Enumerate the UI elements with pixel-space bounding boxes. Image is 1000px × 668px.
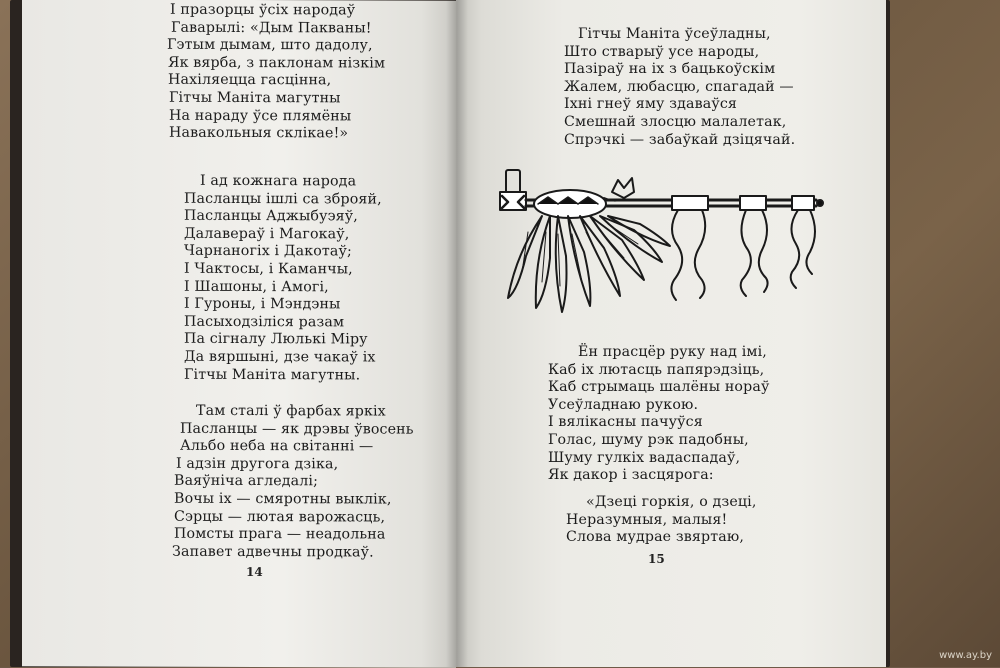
verse-line: Нахіляецца гасцінна,	[168, 72, 332, 89]
verse-line: Як дакор і засцярога:	[548, 467, 714, 484]
verse-line: Як вярба, з паклонам нізкім	[168, 54, 386, 72]
verse-line: І празорцы ўсіх народаў	[170, 1, 356, 19]
verse-line: Гітчы Маніта ўсеўладны,	[578, 26, 771, 42]
verse-line: Вочы іх — смяротны выклік,	[174, 490, 392, 508]
peace-pipe-icon	[492, 162, 832, 322]
stanza	[174, 403, 414, 562]
stanza	[167, 1, 386, 144]
verse-line: Голас, шуму рэк падобны,	[548, 431, 749, 448]
verse-line: Гітчы Маніта магутны	[169, 89, 341, 107]
verse-line: Пасланцы Аджыбуэяў,	[184, 207, 358, 225]
verse-line: Альбо неба на світанні —	[180, 437, 374, 455]
verse-line: Ён прасцёр руку над імі,	[578, 344, 767, 360]
verse-line: І Чактосы, і Каманчы,	[184, 260, 353, 278]
verse-line: І Шашоны, і Амогі,	[184, 278, 329, 295]
verse-line: Па сігналу Люлькі Міру	[184, 331, 368, 348]
verse-line: Пасланцы — як дрэвы ўвосень	[180, 420, 414, 438]
verse-line: Каб іх лютасць папярэдзіць,	[548, 361, 765, 378]
verse-line: Сэрцы — лютая варожасць,	[174, 508, 386, 526]
verse-line: Пасланцы ішлі са зброяй,	[184, 190, 382, 208]
stanza	[548, 344, 769, 485]
watermark: www.ay.by	[939, 650, 992, 661]
verse-line: Спрэчкі — забаўкай дзіцячай.	[564, 131, 796, 148]
verse-line: Ваяўніча агледалі;	[174, 473, 319, 490]
verse-line: Чарнаногіх і Дакотаў;	[184, 243, 352, 260]
stanza	[184, 173, 382, 385]
verse-line: Іхні гнеў яму здаваўся	[564, 96, 738, 113]
verse-line: Неразумныя, малыя!	[566, 511, 728, 528]
verse-line: І вялікасны пачуўся	[548, 414, 703, 431]
verse-line: Каб стрымаць шалёны нораў	[548, 379, 770, 396]
verse-line: І Гуроны, і Мэндэны	[184, 295, 341, 313]
verse-line: Смешнай злосцю малалетак,	[564, 113, 787, 130]
verse-line: «Дзеці горкія, о дзеці,	[586, 494, 757, 510]
left-page	[22, 0, 456, 668]
page-number: 15	[648, 552, 665, 566]
verse-line: Запавет адвечны продкаў.	[172, 543, 374, 561]
stanza	[566, 494, 757, 547]
verse-line: Усеўладнаю рукою.	[548, 396, 699, 413]
verse-line: Пазіраў на іх з бацькоўскім	[564, 61, 776, 78]
verse-line: Гэтым дымам, што дадолу,	[167, 36, 373, 54]
verse-line: І адзін другога дзіка,	[176, 455, 339, 473]
right-page	[456, 0, 886, 667]
verse-line: Далавераў і Магокаў,	[184, 225, 350, 243]
verse-line: Што стварыў усе народы,	[564, 43, 760, 60]
verse-line: Навакольныя склікае!»	[169, 124, 349, 142]
verse-line: Помсты прага — неадольна	[174, 525, 386, 543]
page-number: 14	[246, 565, 263, 580]
stanza	[564, 26, 795, 149]
verse-line: Гаварылі: «Дым Пакваны!	[171, 19, 372, 37]
verse-line: Жалем, любасцю, спагадай —	[564, 78, 794, 95]
verse-line: Шуму гулкіх вадаспадаў,	[548, 449, 741, 466]
book-gutter	[446, 0, 468, 667]
verse-line: На нараду ўсе плямёны	[169, 107, 352, 124]
verse-line: І ад кожнага народа	[200, 172, 357, 190]
verse-line: Да вяршыні, дзе чакаў іх	[184, 348, 376, 366]
verse-line: Гітчы Маніта магутны.	[184, 366, 361, 383]
verse-line: Там сталі ў фарбах яркіх	[196, 402, 386, 420]
verse-line: Пасыходзіліся разам	[184, 313, 345, 331]
verse-line: Слова мудрае звяртаю,	[566, 529, 745, 546]
